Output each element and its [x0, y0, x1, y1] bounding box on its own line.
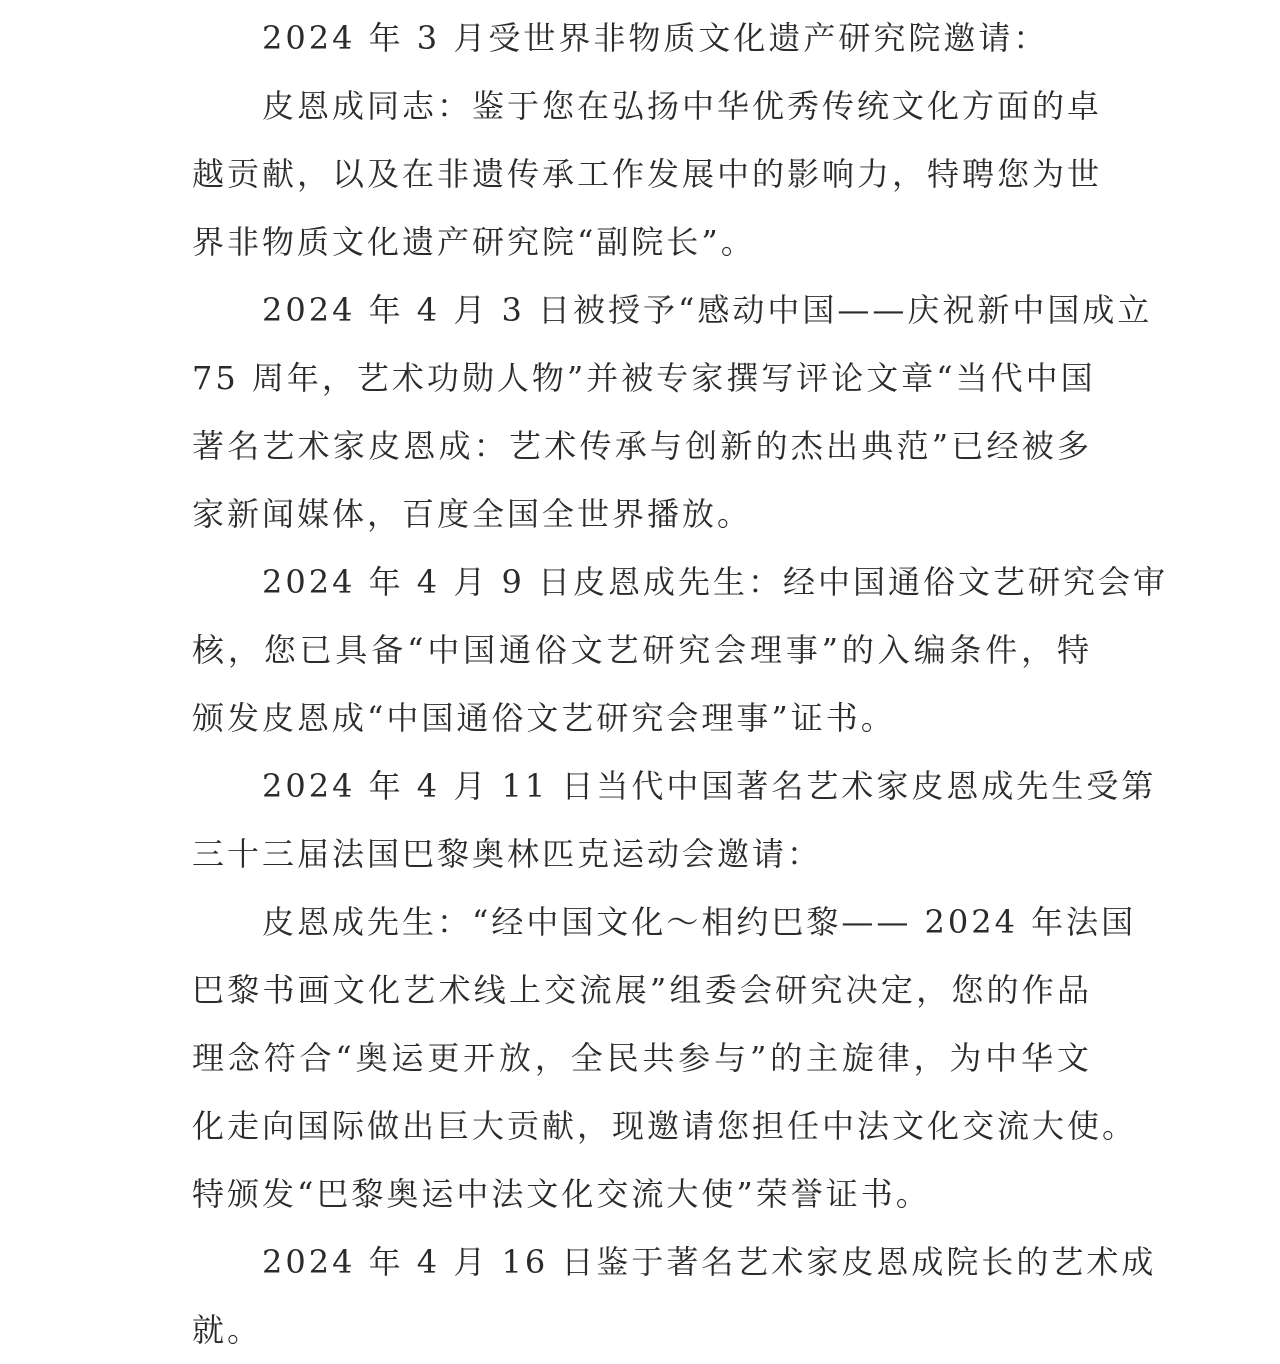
text-line: 特颁发“巴黎奥运中法文化交流大使”荣誉证书。	[192, 1175, 931, 1213]
text-line: 2024 年 4 月 9 日皮恩成先生：经中国通俗文艺研究会审	[262, 563, 1169, 601]
text-line: 就。	[192, 1311, 263, 1349]
text-line: 巴黎书画文化艺术线上交流展”组委会研究决定，您的作品	[192, 971, 1092, 1009]
text-line: 2024 年 3 月受世界非物质文化遗产研究院邀请：	[262, 19, 1049, 57]
text-line: 理念符合“奥运更开放，全民共参与”的主旋律，为中华文	[192, 1039, 1092, 1077]
text-line: 颁发皮恩成“中国通俗文艺研究会理事”证书。	[192, 699, 896, 737]
text-line: 2024 年 4 月 3 日被授予“感动中国——庆祝新中国成立	[262, 291, 1153, 329]
text-line: 著名艺术家皮恩成：艺术传承与创新的杰出典范”已经被多	[192, 427, 1092, 465]
text-line: 2024 年 4 月 11 日当代中国著名艺术家皮恩成先生受第	[262, 767, 1157, 805]
text-line: 越贡献，以及在非遗传承工作发展中的影响力，特聘您为世	[192, 155, 1103, 193]
text-line: 核，您已具备“中国通俗文艺研究会理事”的入编条件，特	[192, 631, 1092, 669]
text-line: 化走向国际做出巨大贡献，现邀请您担任中法文化交流大使。	[192, 1107, 1138, 1145]
text-line: 75 周年，艺术功勋人物”并被专家撰写评论文章“当代中国	[192, 359, 1096, 397]
text-line: 三十三届法国巴黎奥林匹克运动会邀请：	[192, 835, 823, 873]
text-line: 皮恩成先生：“经中国文化～相约巴黎—— 2024 年法国	[262, 903, 1137, 941]
text-line: 界非物质文化遗产研究院“副院长”。	[192, 223, 756, 261]
text-line: 2024 年 4 月 16 日鉴于著名艺术家皮恩成院长的艺术成	[262, 1243, 1157, 1281]
text-line: 皮恩成同志：鉴于您在弘扬中华优秀传统文化方面的卓	[262, 87, 1103, 125]
text-line: 家新闻媒体，百度全国全世界播放。	[192, 495, 753, 533]
